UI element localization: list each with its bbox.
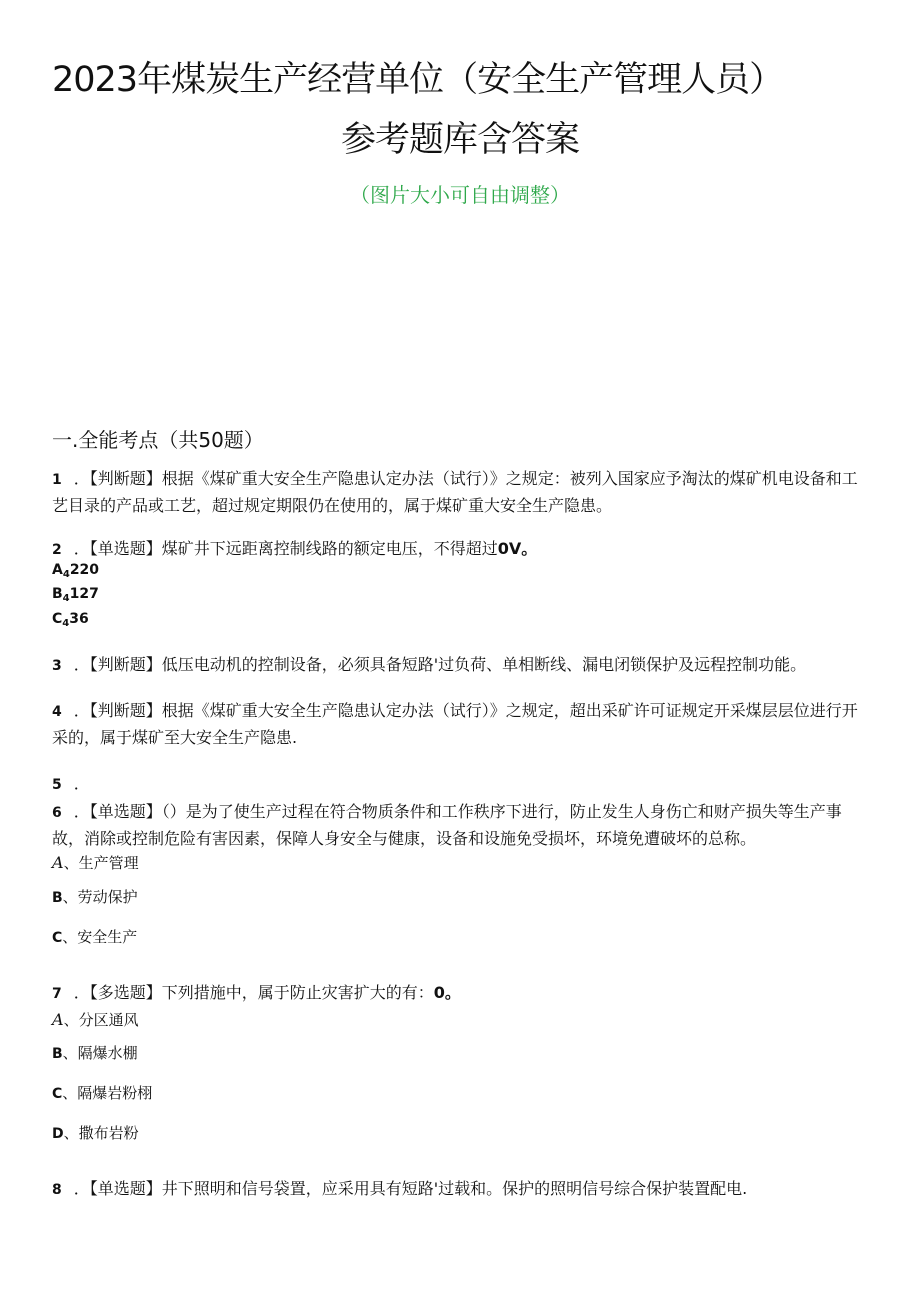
question-3 xyxy=(52,652,872,679)
option-sub: 4 xyxy=(62,569,70,580)
question-text: ．【判断题】根据《煤矿重大安全生产隐患认定办法（试行）》之规定，超出采矿许可证规定开采煤层层位进行开采的，属于煤矿至大安全生产隐患. xyxy=(52,701,858,747)
option-letter: A xyxy=(52,1010,64,1029)
option-value: 36 xyxy=(69,611,89,627)
option-sub: 4 xyxy=(62,618,70,629)
question-number: 5 xyxy=(52,777,62,793)
document-subtitle: （图片大小可自由调整） xyxy=(350,183,570,207)
question-number: 6 xyxy=(52,805,62,821)
option-letter: B xyxy=(52,1046,63,1062)
question-5 xyxy=(52,771,872,798)
question-number: 4 xyxy=(52,704,62,720)
question-number: 1 xyxy=(52,472,62,488)
option-value: 127 xyxy=(69,586,99,602)
option-sub: 4 xyxy=(62,593,70,604)
question-text: ．【判断题】低压电动机的控制设备，必须具备短路'过负荷、单相断线、漏电闭锁保护及远程控制功能。 xyxy=(73,655,807,674)
option-c xyxy=(52,925,137,950)
question-text-tail: 0V。 xyxy=(497,539,538,558)
option-letter: D xyxy=(52,1126,64,1142)
question-6 xyxy=(52,799,872,852)
option-label: 、隔爆岩粉栩 xyxy=(62,1084,153,1102)
option-letter: C xyxy=(52,1086,63,1102)
option-label: 、撒布岩粉 xyxy=(63,1124,139,1142)
question-text-tail: 0。 xyxy=(433,983,461,1002)
question-8 xyxy=(52,1176,872,1203)
section-heading: 一.全能考点（共50题） xyxy=(52,428,264,452)
question-text: ．【单选题】煤矿井下远距离控制线路的额定电压，不得超过 xyxy=(73,539,498,558)
option-value: 220 xyxy=(69,562,100,578)
question-number: 7 xyxy=(52,986,62,1002)
option-a xyxy=(52,1008,139,1032)
question-number: 3 xyxy=(52,658,62,674)
option-label: 、隔爆水棚 xyxy=(62,1044,138,1062)
question-2 xyxy=(52,536,872,563)
option-letter: C xyxy=(52,611,63,627)
option-label: 、劳动保护 xyxy=(62,888,138,906)
option-letter: B xyxy=(52,586,63,602)
question-4 xyxy=(52,698,872,751)
option-letter: B xyxy=(52,890,63,906)
question-number: 2 xyxy=(52,542,62,558)
option-c xyxy=(52,1081,152,1106)
question-text: ．【单选题】（）是为了使生产过程在符合物质条件和工作秩序下进行，防止发生人身伤亡和财产损失等生产事故，消除或控制危险有害因素，保障人身安全与健康，设备和设施免受损坏，环境免遭破坏的总称。 xyxy=(52,802,842,848)
document-title: 2023年煤炭生产经营单位（安全生产管理人员） xyxy=(52,60,784,100)
option-d xyxy=(52,1121,139,1146)
question-number: 8 xyxy=(52,1182,62,1198)
option-letter: C xyxy=(52,930,63,946)
option-label: 、安全生产 xyxy=(62,928,138,946)
option-a xyxy=(52,851,139,875)
question-text: ．【单选题】井下照明和信号袋置，应采用具有短路'过载和。保护的照明信号综合保护装置配电. xyxy=(73,1179,748,1198)
question-text: ．【判断题】根据《煤矿重大安全生产隐患认定办法（试行）》之规定：被列入国家应予淘汰的煤矿机电设备和工艺目录的产品或工艺，超过规定期限仍在使用的，属于煤矿重大安全生产隐患。 xyxy=(52,469,858,515)
option-letter: A xyxy=(52,853,64,872)
option-letter: A xyxy=(52,562,63,578)
option-label: 、生产管理 xyxy=(63,854,139,872)
question-1 xyxy=(52,466,872,519)
option-b xyxy=(52,885,138,910)
question-text: ．【多选题】下列措施中，属于防止灾害扩大的有： xyxy=(73,983,434,1002)
option-label: 、分区通风 xyxy=(63,1011,139,1029)
option-c xyxy=(52,606,89,636)
question-7 xyxy=(52,980,872,1007)
option-b xyxy=(52,1041,138,1066)
question-text: ． xyxy=(73,774,90,793)
document-title-line2: 参考题库含答案 xyxy=(340,120,579,160)
